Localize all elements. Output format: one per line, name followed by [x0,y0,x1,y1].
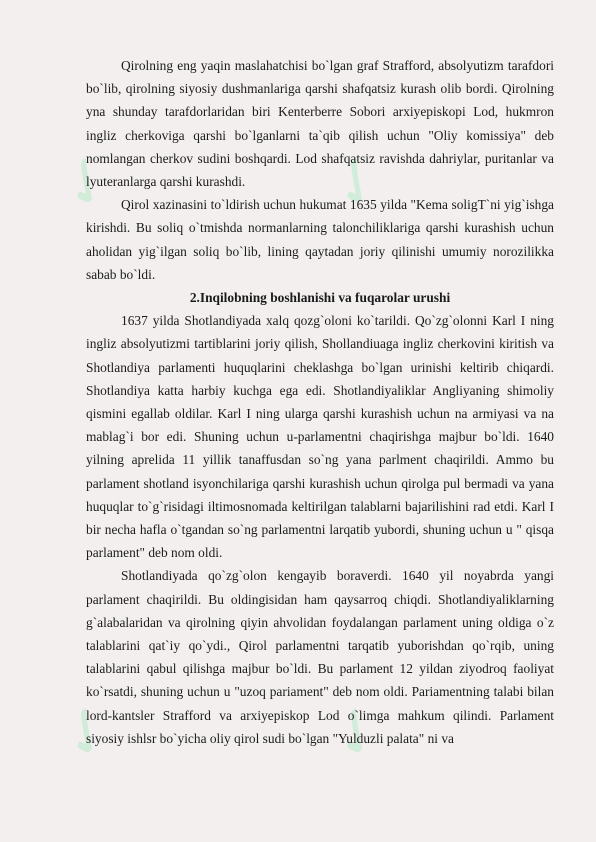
watermark-check-icon: ✓ [42,687,132,777]
section-heading: 2.Inqilobning boshlanishi va fuqarolar urushi [189,290,451,306]
watermark-check-icon: ✓ [42,137,132,227]
paragraph: Qirolning eng yaqin maslahatchisi bo`lgan graf Strafford, absolyutizm tarafdori bo`lib, qirolning siyosiy dushmanlariga qarshi shafqatsiz kurash olib bordi. Qirolning yna shunday tarafdorlaridan biri Kenterberre Sobori arxiyepiskopi Lod, hukmron ingliz cherkoviga qarshi bo`lganlarni ta`qib qilish uchun "Oliy komissiya" deb nomlangan cherkov sudini boshqardi. Lod shafqatsiz ravishda dahriylar, puritanlar va lyuteranlarga qarshi kurashdi. [86,58,554,190]
watermark-check-icon: ✓ [312,687,402,777]
paragraph: Shotlandiyada qo`zg`olon kengayib boraverdi. 1640 yil noyabrda yangi parlament chaqirildi. Bu oldingisidan ham qaysarroq chiqdi. Shotlandiyaliklarning g`alabalaridan va qirolning qiyin ahvolidan foydalangan parlament uning oldiga o`z talablarini qat`iy qo`ydi., Qirol parlamentni tarqatib yuborishdan qo`rqib, uning talablarini qabul qilishga majbur bo`ldi. Bu parlament 12 yildan ziyodroq faoliyat ko`rsatdi, shuning uchun u "uzoq pariament" deb nom oldi. Pariamentning talabi bilan lord-kantsler Strafford va arxiyepiskop Lod o`limga mahkum qilindi. Parlament siyosiy ishlsr bo`yicha oliy qirol sudi bo`lgan "Yulduzli palata" ni va [86,568,554,746]
paragraph: 1637 yilda Shotlandiyada xalq qozg`oloni ko`tarildi. Qo`zg`olonni Karl I ning ingliz absolyutizmi tartiblarini joriy qilish, Shollandiuaga ingliz cherkovini kiritish va Shotlandiya parlamenti huquqlarini cheklashga bo`lgan urinishi keltirib chiqardi. Shotlandiya katta harbiy kuchga ega edi. Shotlandiyaliklar Angliyaning shimoliy qismini egallab oldilar. Karl I ning ularga qarshi kurashish uchun na armiyasi va na mablag`i bor edi. Shuning uchun u-parlamentni chaqirishga majbur bo`ldi. 1640 yilning aprelida 11 yillik tanaffusdan so`ng yana parlment chaqirildi. Ammo bu parlament shotland isyonchilariga qarshi kurashish uchun qirolga pul bermadi va yana huquqlar to`g`risidagi iltimosnomada keltirilgan talablarni bajarilishini rad etdi. Karl I bir necha hafla o`tgandan so`ng parlamentni larqatib yubordi, shuning uchun u " qisqa parlament" deb nom oldi. [86,313,554,561]
watermark-check-icon: ✓ [312,137,402,227]
body-text [86,54,554,750]
paragraph: Qirol xazinasini to`ldirish uchun hukumat 1635 yilda "Kema soligT`ni yig`ishga kirishdi. Bu soliq o`tmishda normanlarning talonchiliklariga qarshi kurashish uchun aholidan yig`ilgan soliq bo`lib, lining qaytadan joriy qilinishi umumiy norozilikka sabab bo`ldi. [86,197,554,282]
